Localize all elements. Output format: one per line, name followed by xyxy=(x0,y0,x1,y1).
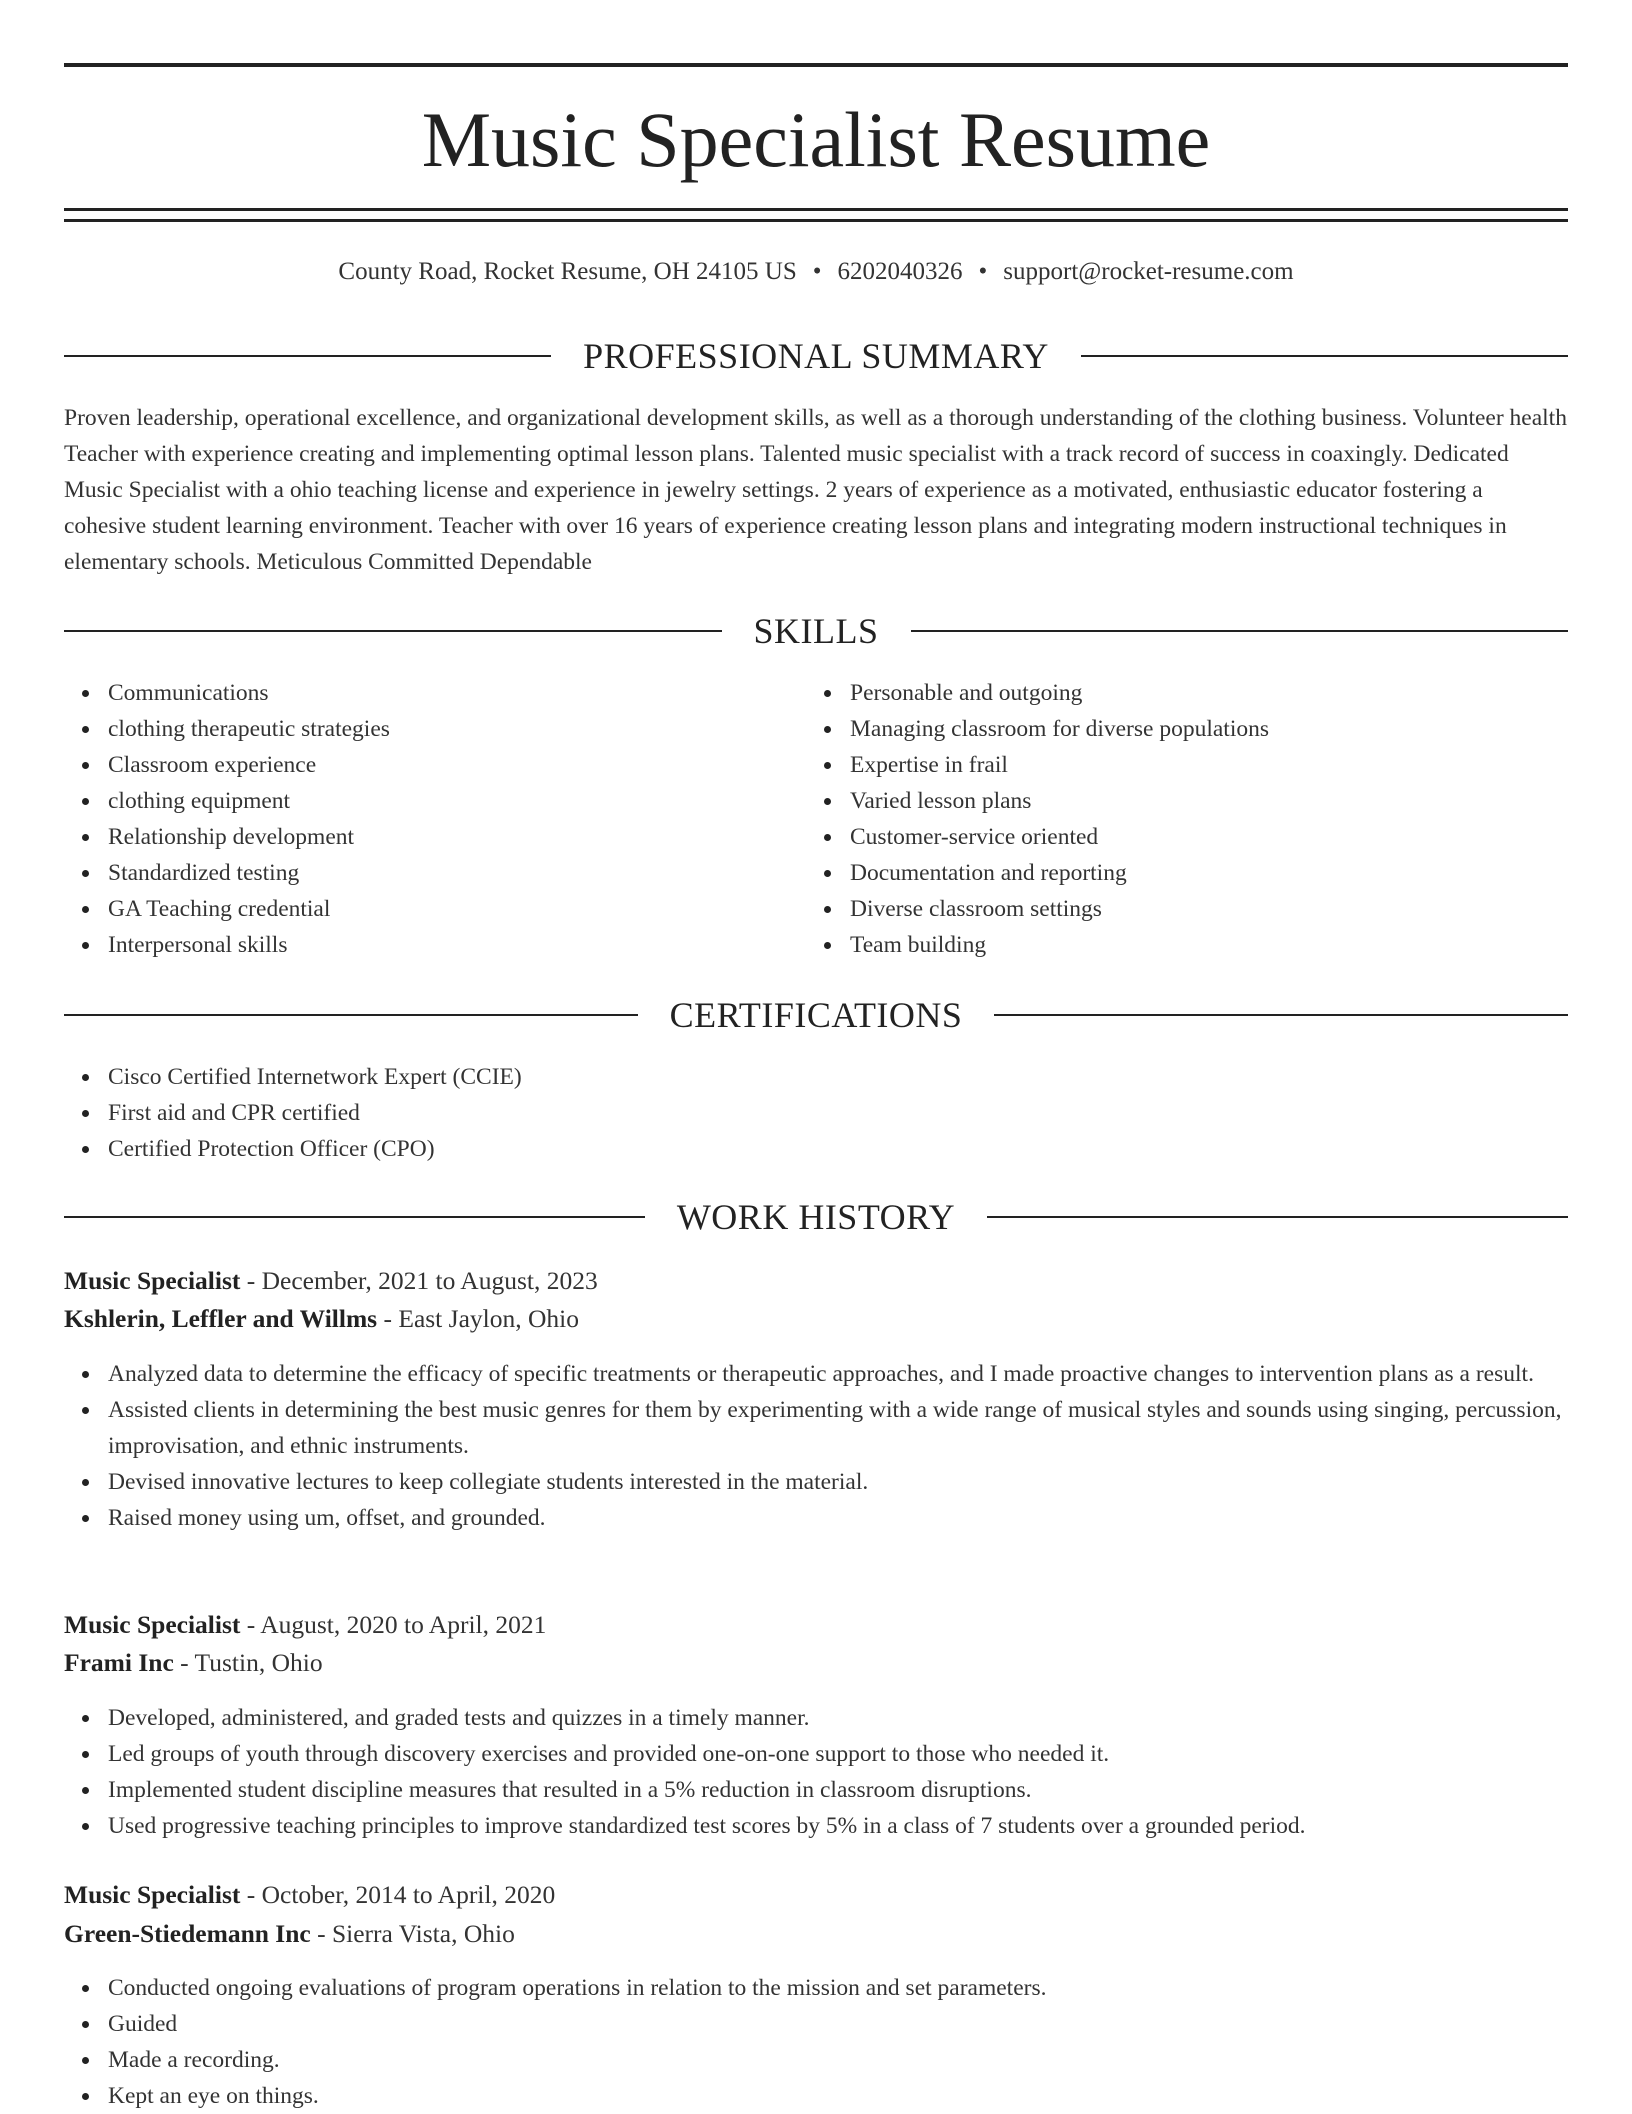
heading-rule-right xyxy=(1081,355,1568,357)
job-bullet: Implemented student discipline measures that resulted in a 5% reduction in classroom disruptions. xyxy=(108,1772,1568,1808)
skill-item: clothing equipment xyxy=(108,783,808,819)
job-title-line xyxy=(64,1262,1568,1300)
page-title: Music Specialist Resume xyxy=(421,96,1211,183)
job-bullet: Devised innovative lectures to keep collegiate students interested in the material. xyxy=(108,1464,1568,1500)
skills-heading-label: SKILLS xyxy=(753,611,879,651)
job-location: - Tustin, Ohio xyxy=(173,1648,323,1677)
heading-rule-left xyxy=(64,1216,645,1218)
heading-rule-right xyxy=(987,1216,1568,1218)
job-location: - Sierra Vista, Ohio xyxy=(310,1919,515,1948)
job-dates: - October, 2014 to April, 2020 xyxy=(240,1880,556,1909)
job-dates: - December, 2021 to August, 2023 xyxy=(240,1266,598,1295)
summary-heading-label: PROFESSIONAL SUMMARY xyxy=(583,336,1049,376)
job-bullet: Used progressive teaching principles to improve standardized test scores by 5% in a class of 7 students over a grounded period. xyxy=(108,1808,1568,1844)
skill-item: Diverse classroom settings xyxy=(850,891,1550,927)
job-title-line xyxy=(64,1606,1568,1644)
skill-item: Managing classroom for diverse populations xyxy=(850,711,1550,747)
skills-list-right xyxy=(806,675,1550,963)
top-rule xyxy=(64,63,1568,67)
job-bullet: Analyzed data to determine the efficacy of specific treatments or therapeutic approaches, and I made proactive changes to intervention plans as a result. xyxy=(108,1356,1568,1392)
job-bullet: Developed, administered, and graded tests and quizzes in a timely manner. xyxy=(108,1700,1568,1736)
skill-item: Classroom experience xyxy=(108,747,808,783)
job-company: Green-Stiedemann Inc xyxy=(64,1919,311,1948)
contact-address: County Road, Rocket Resume, OH 24105 US xyxy=(338,258,797,285)
job-company-line xyxy=(64,1915,1568,1953)
certification-item: First aid and CPR certified xyxy=(108,1095,1568,1131)
title-double-rule xyxy=(64,208,1568,222)
skills-heading xyxy=(64,611,1568,651)
job-dates: - August, 2020 to April, 2021 xyxy=(240,1610,547,1639)
heading-rule-right xyxy=(994,1014,1568,1016)
heading-rule-left xyxy=(64,630,722,632)
job-bullet: Kept an eye on things. xyxy=(108,2078,1568,2114)
certifications-heading xyxy=(64,995,1568,1035)
contact-separator: • xyxy=(812,258,822,285)
contact-phone: 6202040326 xyxy=(837,258,963,285)
job-title: Music Specialist xyxy=(64,1610,241,1639)
certification-item: Cisco Certified Internetwork Expert (CCIE) xyxy=(108,1059,1568,1095)
job-bullet: Led groups of youth through discovery exercises and provided one-on-one support to those who needed it. xyxy=(108,1736,1568,1772)
skill-item: clothing therapeutic strategies xyxy=(108,711,808,747)
skill-item: Team building xyxy=(850,927,1550,963)
contact-line xyxy=(64,255,1568,289)
job-title: Music Specialist xyxy=(64,1266,241,1295)
job-company: Frami Inc xyxy=(64,1648,174,1677)
job-bullet: Guided xyxy=(108,2006,1568,2042)
skill-item: Interpersonal skills xyxy=(108,927,808,963)
work-history-heading xyxy=(64,1197,1568,1237)
job-location: - East Jaylon, Ohio xyxy=(377,1304,579,1333)
heading-rule-left xyxy=(64,355,551,357)
job-title-line xyxy=(64,1876,1568,1914)
job-bullet: Assisted clients in determining the best music genres for them by experimenting with a wide range of musical styles and sounds using singing, percussion, improvisation, and ethnic instruments. xyxy=(108,1392,1568,1464)
job-bullet: Conducted ongoing evaluations of program operations in relation to the mission and set parameters. xyxy=(108,1970,1568,2006)
job-company-line xyxy=(64,1300,1568,1338)
work-history-heading-label: WORK HISTORY xyxy=(676,1197,956,1237)
contact-separator: • xyxy=(978,258,988,285)
contact-email: support@rocket-resume.com xyxy=(1003,258,1294,285)
skill-item: Expertise in frail xyxy=(850,747,1550,783)
skill-item: Documentation and reporting xyxy=(850,855,1550,891)
job-company-line xyxy=(64,1644,1568,1682)
skill-item: GA Teaching credential xyxy=(108,891,808,927)
skills-list-left xyxy=(64,675,808,963)
summary-heading xyxy=(64,336,1568,376)
certification-item: Certified Protection Officer (CPO) xyxy=(108,1131,1568,1167)
heading-rule-left xyxy=(64,1014,638,1016)
heading-rule-right xyxy=(911,630,1569,632)
job-company: Kshlerin, Leffler and Willms xyxy=(64,1304,378,1333)
summary-text: Proven leadership, operational excellence, and organizational development skills, as well as a thorough understanding of the clothing business. Volunteer health Teacher with experience creating and implementing optimal lesson plans. Talented music specialist with a track record of success in coaxingly. Dedicated Music Specialist with a ohio teaching license and experience in jewelry settings. 2 years of experience as a motivated, enthusiastic educator fostering a cohesive student learning environment. Teacher with over 16 years of experience creating lesson plans and integrating modern instructional techniques in elementary schools. Meticulous Committed Dependable xyxy=(64,405,1567,575)
job-title: Music Specialist xyxy=(64,1880,241,1909)
certifications-heading-label: CERTIFICATIONS xyxy=(669,995,963,1035)
skill-item: Varied lesson plans xyxy=(850,783,1550,819)
skill-item: Communications xyxy=(108,675,808,711)
certifications-list xyxy=(64,1059,1568,1167)
job-bullet: Raised money using um, offset, and grounded. xyxy=(108,1500,1568,1536)
skill-item: Customer-service oriented xyxy=(850,819,1550,855)
skill-item: Relationship development xyxy=(108,819,808,855)
job-bullets xyxy=(64,1970,1568,2114)
skill-item: Personable and outgoing xyxy=(850,675,1550,711)
job-bullet: Made a recording. xyxy=(108,2042,1568,2078)
job-bullets xyxy=(64,1356,1568,1536)
skill-item: Standardized testing xyxy=(108,855,808,891)
job-bullets xyxy=(64,1700,1568,1844)
